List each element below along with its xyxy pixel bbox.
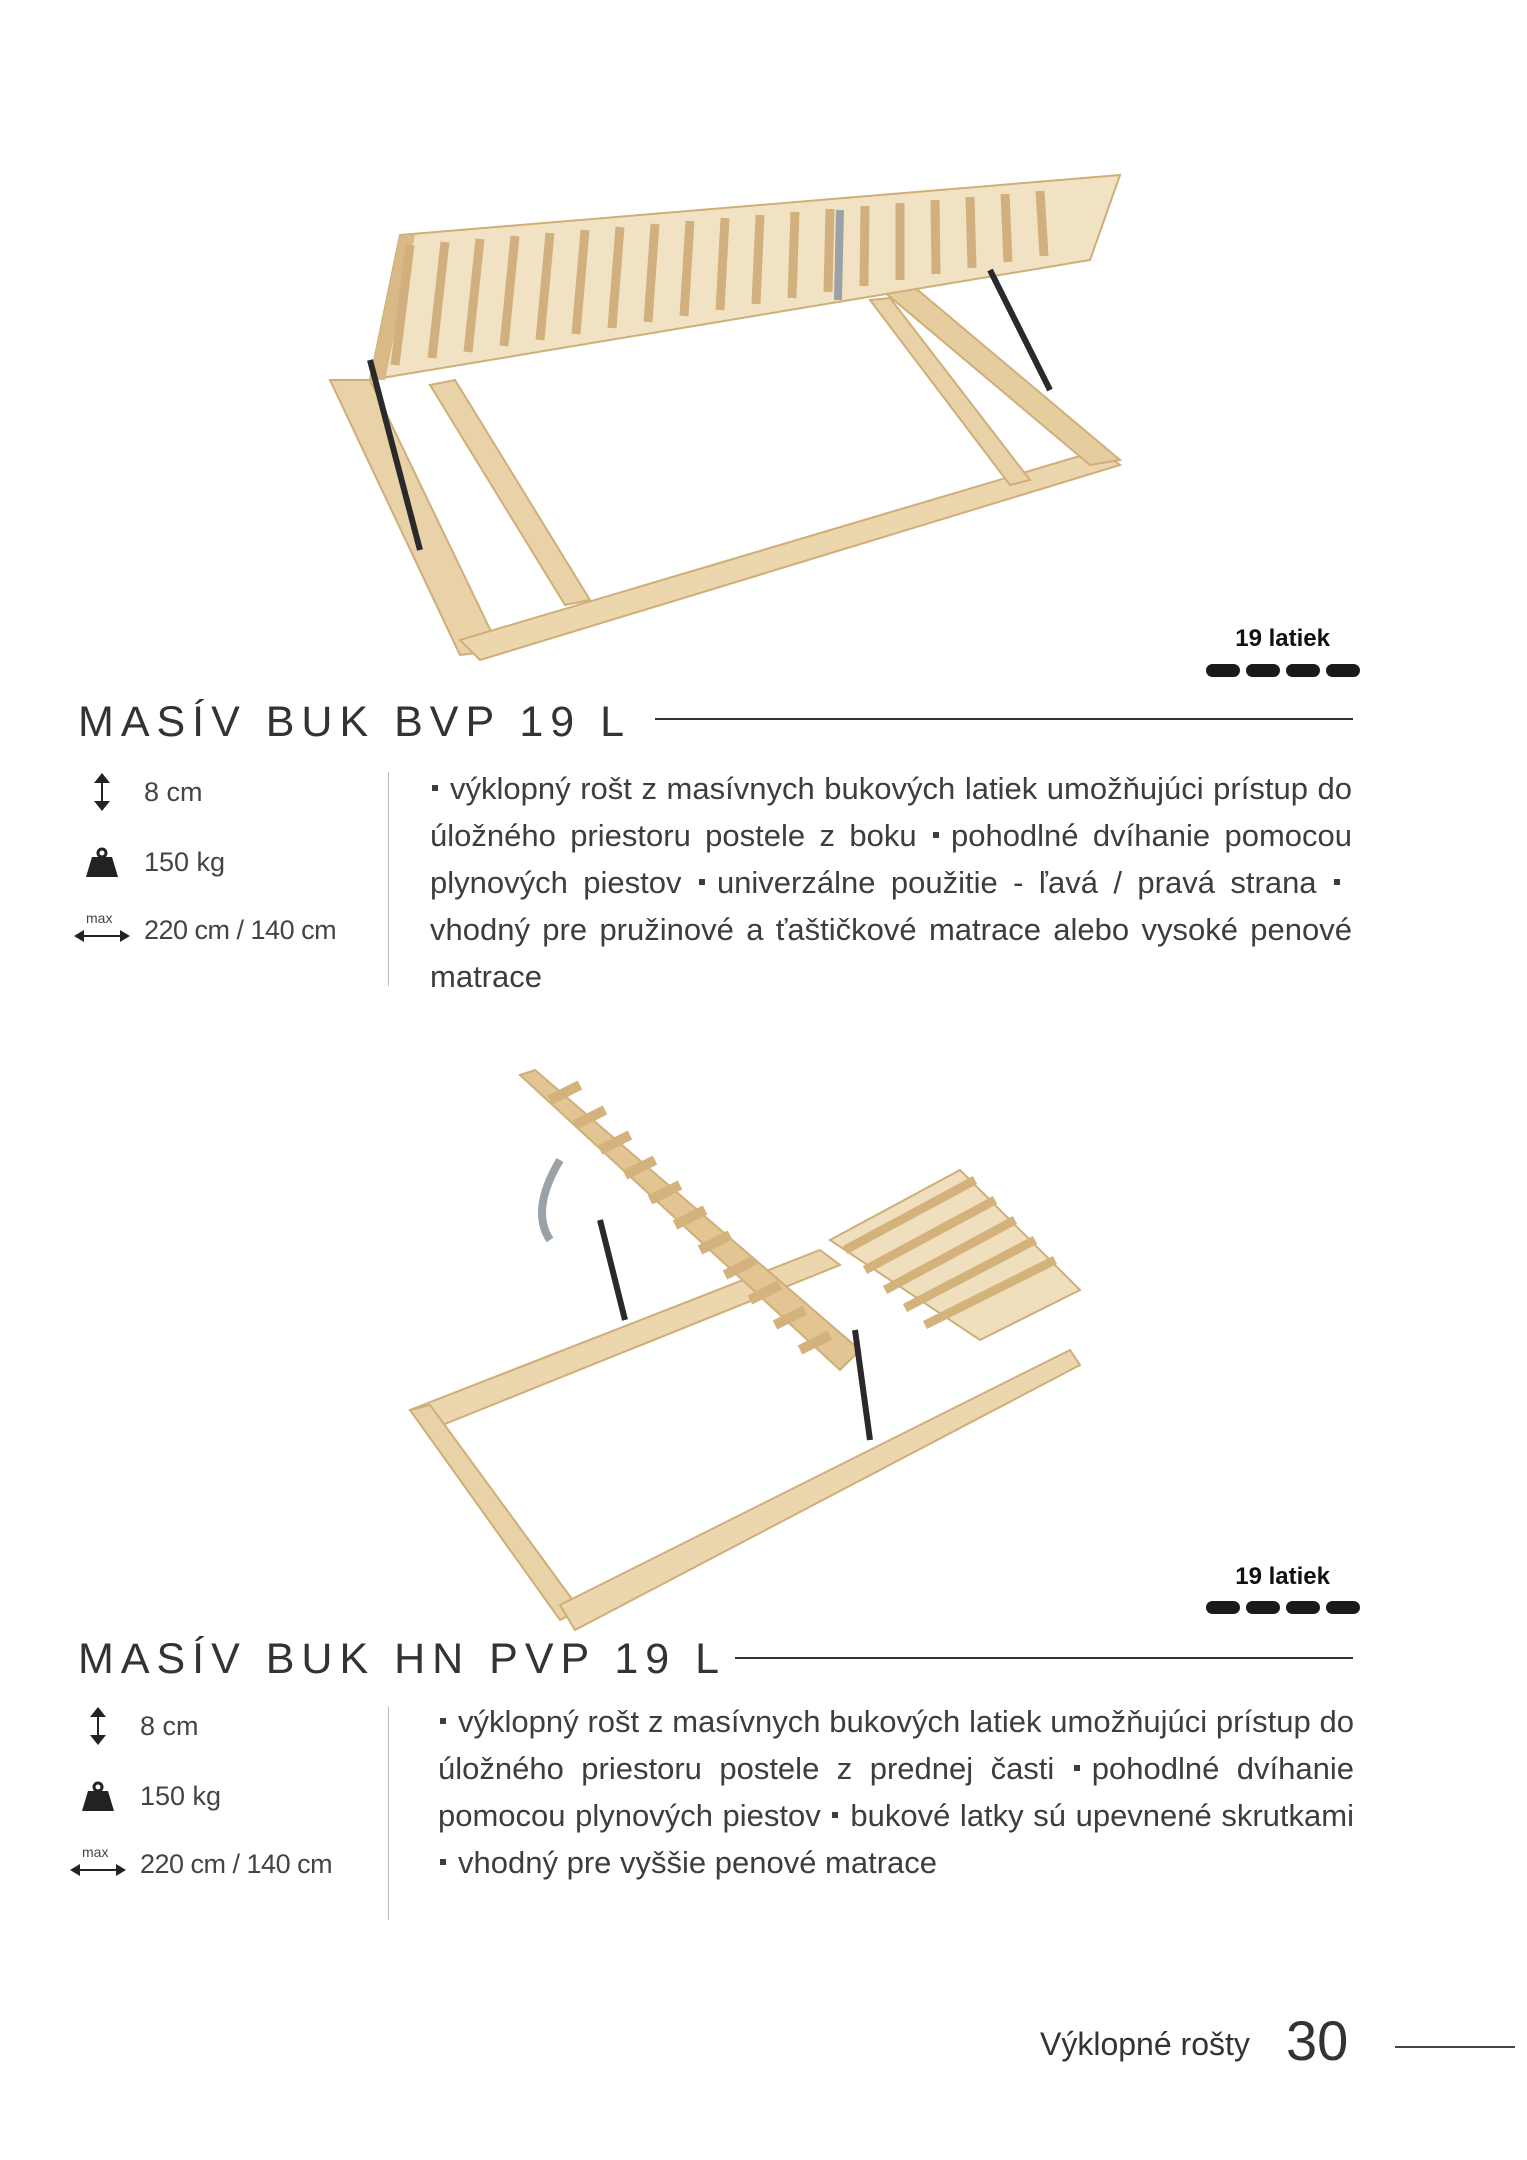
- max-size-arrows-icon: [72, 910, 132, 950]
- bullet: [440, 1859, 446, 1865]
- description-item: univerzálne použitie - ľavá / pravá strana: [716, 865, 1317, 900]
- spec-height: [72, 772, 203, 812]
- product-description: [430, 765, 1352, 1000]
- description-item: bukové latky sú upevnené skrutkami: [850, 1798, 1354, 1833]
- slat-count-label: 19 latiek: [1235, 625, 1330, 652]
- product-specs: [68, 1702, 388, 1922]
- bullet: [832, 1812, 838, 1818]
- product-image-bvp: [170, 150, 1190, 670]
- slat-dot: [1326, 664, 1360, 677]
- size-value: 220 cm / 140 cm: [144, 914, 337, 945]
- height-value: 8 cm: [140, 1710, 199, 1741]
- product-image-hn-pvp: [400, 1040, 1100, 1640]
- page-number: 30: [1286, 2009, 1349, 2072]
- height-value: 8 cm: [144, 776, 203, 807]
- description-item: výklopný rošt z masívnych bukových latiek umožňujúci prístup do úložného priestoru postele z boku: [430, 771, 1352, 853]
- slat-dot: [1206, 1601, 1240, 1614]
- bullet: [933, 832, 939, 838]
- product-title: MASÍV BUK HN PVP 19 L: [78, 1635, 727, 1683]
- product-description: [438, 1698, 1354, 1886]
- spec-size: [72, 910, 336, 950]
- max-size-arrows-icon: [68, 1844, 128, 1884]
- bullet: [440, 1718, 446, 1724]
- slat-dot: [1286, 1601, 1320, 1614]
- weight-icon: [72, 842, 132, 882]
- product-title: MASÍV BUK BVP 19 L: [78, 698, 632, 746]
- size-value: 220 cm / 140 cm: [140, 1848, 333, 1879]
- load-value: 150 kg: [140, 1780, 222, 1811]
- description-item: pohodlné dvíhanie pomocou plynových piestov: [430, 818, 1353, 900]
- slat-count-dots: [1206, 664, 1360, 677]
- description-item: výklopný rošt z masívnych bukových latiek umožňujúci prístup do úložného priestoru postele z prednej časti: [438, 1704, 1354, 1786]
- spec-divider: [388, 1706, 389, 1920]
- max-label: max: [86, 910, 113, 926]
- spec-load: [68, 1776, 221, 1816]
- spec-height: [68, 1706, 199, 1746]
- max-label: max: [82, 1844, 109, 1860]
- title-rule: [655, 718, 1353, 720]
- product-specs: [72, 768, 392, 988]
- spec-divider: [388, 772, 389, 986]
- bullet: [432, 785, 438, 791]
- slat-count-dots: [1206, 1601, 1360, 1614]
- description-item: pohodlné dvíhanie pomocou plynových piestov: [438, 1751, 1354, 1833]
- bullet: [699, 879, 705, 885]
- description-item: vhodný pre vyššie penové matrace: [458, 1845, 938, 1880]
- spec-load: [72, 842, 225, 882]
- load-value: 150 kg: [144, 846, 226, 877]
- spec-size: [68, 1844, 332, 1884]
- slat-count-label: 19 latiek: [1235, 1563, 1330, 1590]
- slat-dot: [1246, 664, 1280, 677]
- description-item: vhodný pre pružinové a ťaštičkové matrace alebo vysoké penové matrace: [430, 912, 1352, 994]
- slat-dot: [1206, 664, 1240, 677]
- title-rule: [735, 1657, 1353, 1659]
- slat-dot: [1246, 1601, 1280, 1614]
- weight-icon: [68, 1776, 128, 1816]
- bullet: [1334, 879, 1340, 885]
- bullet: [1074, 1765, 1080, 1771]
- footer-rule: [1395, 2046, 1515, 2048]
- height-arrows-icon: [72, 772, 132, 812]
- slat-dot: [1286, 664, 1320, 677]
- slat-dot: [1326, 1601, 1360, 1614]
- height-arrows-icon: [68, 1706, 128, 1746]
- footer-section-label: Výklopné rošty: [1040, 2026, 1250, 2062]
